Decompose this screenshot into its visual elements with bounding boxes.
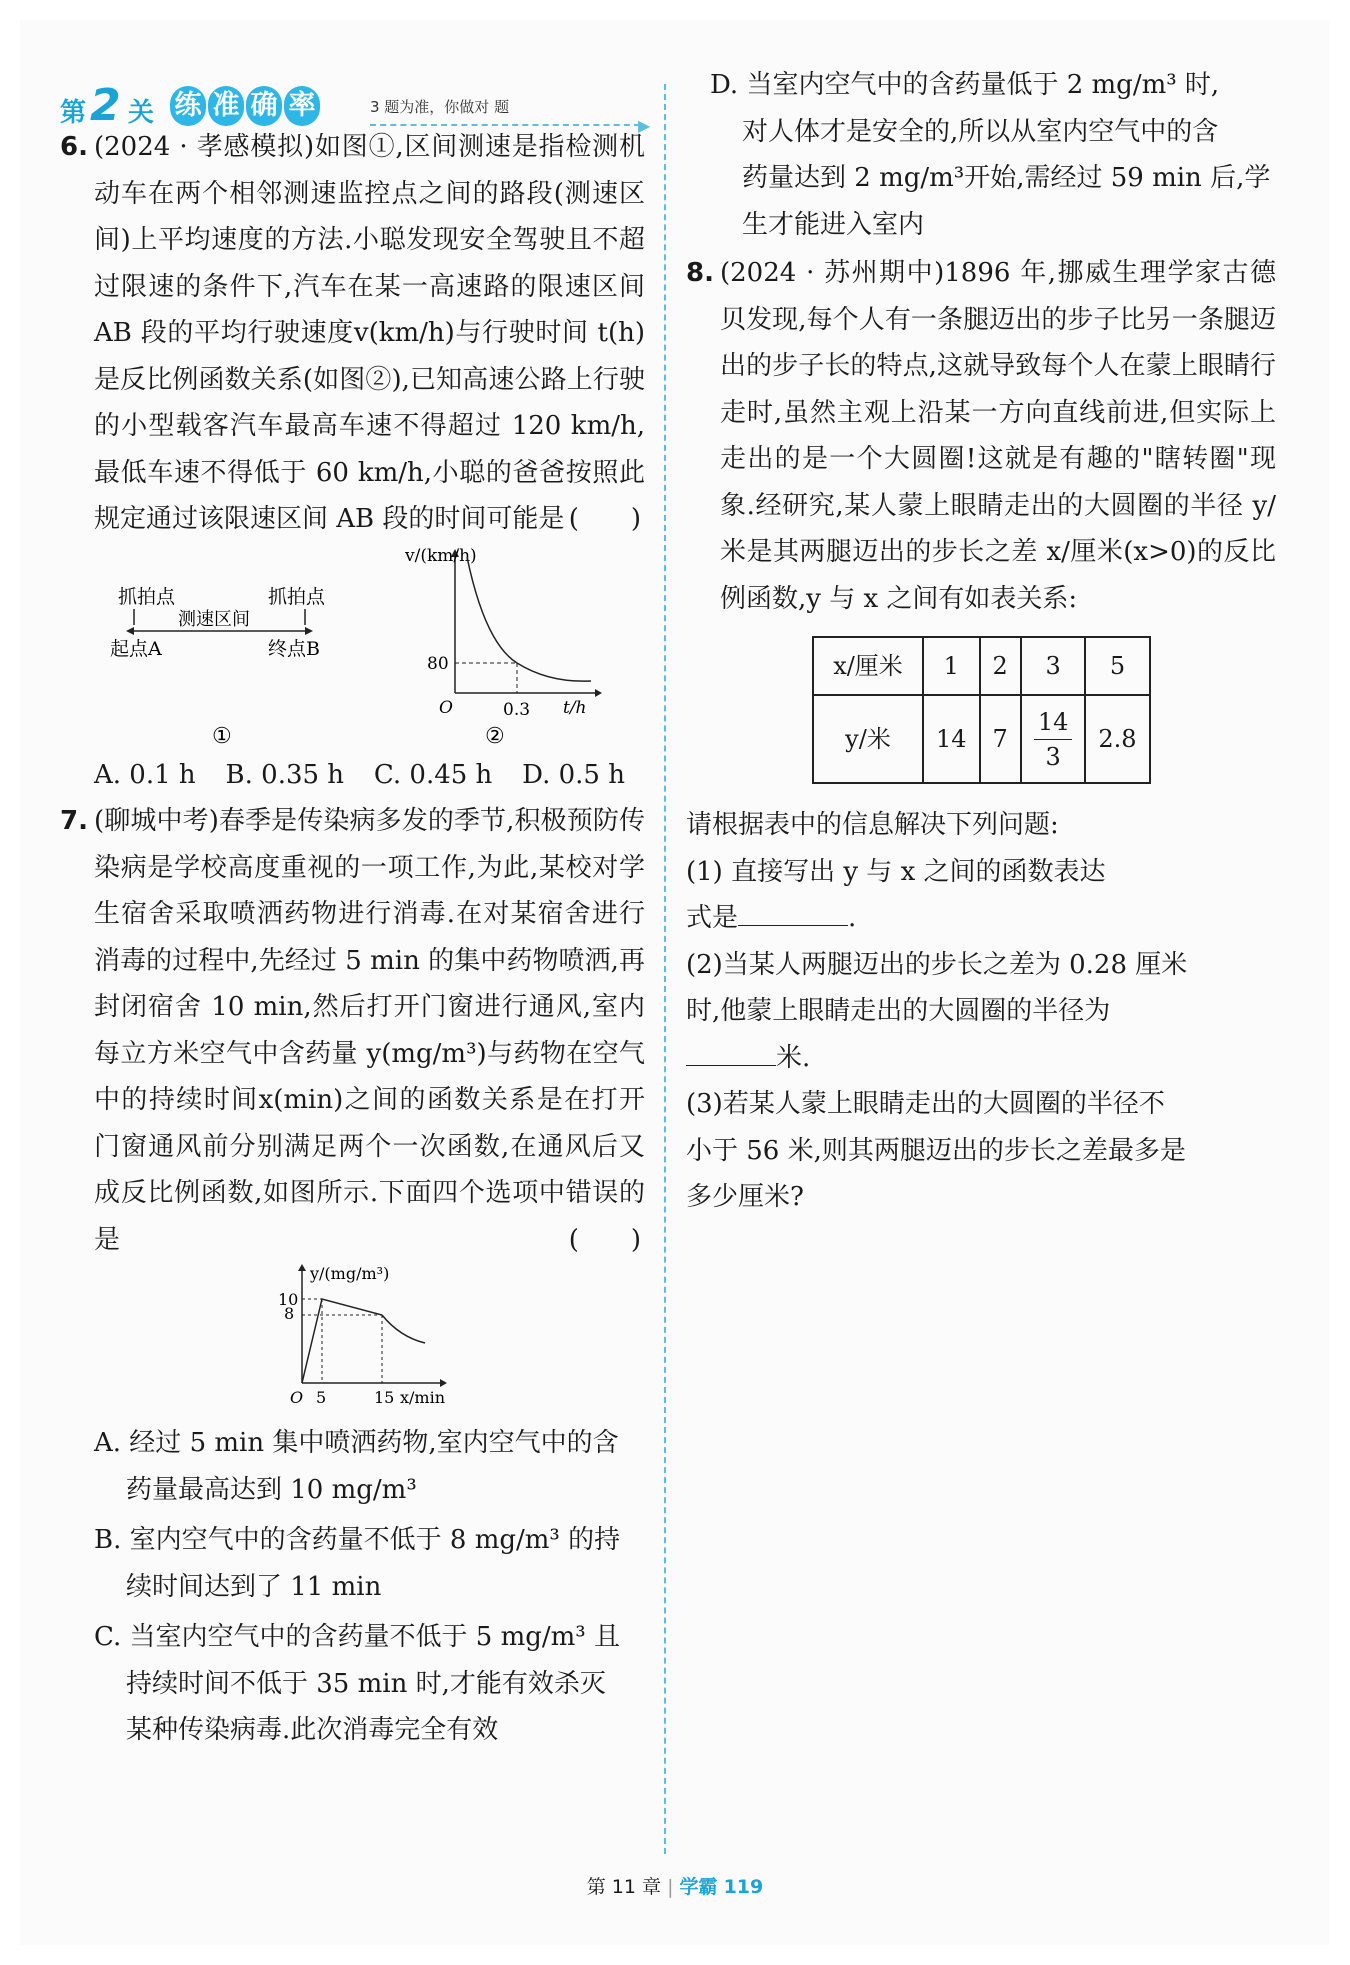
header-number: 2	[90, 80, 121, 131]
figure-y-x-graph	[270, 1263, 490, 1408]
fig3-ytick-8: 8	[284, 1304, 295, 1323]
footer-chapter: 第 11 章	[586, 1876, 662, 1898]
q7-figure-row	[60, 1263, 645, 1408]
table-row	[813, 695, 1150, 783]
table-cell: 5	[1085, 637, 1149, 695]
part-line: (1) 直接写出 y 与 x 之间的函数表达	[686, 856, 1106, 887]
q8-instruction: 请根据表中的信息解决下列问题:	[686, 810, 1059, 840]
option-line: B. 室内空气中的含药量不低于 8 mg/m³ 的持	[94, 1525, 621, 1555]
answer-blank[interactable]	[738, 899, 848, 926]
option-line: C. 当室内空气中的含药量不低于 5 mg/m³ 且	[94, 1622, 620, 1652]
q7-option-d	[686, 62, 1276, 248]
footer-page-number: 119	[723, 1876, 764, 1898]
part-line: 小于 56 米,则其两腿迈出的步长之差最多是	[686, 1135, 1186, 1166]
fig3-curve	[382, 1315, 425, 1343]
fig2-caption: ②	[485, 723, 505, 748]
answer-paren: ( )	[568, 504, 641, 534]
fig3-ylabel: y/(mg/m³)	[310, 1264, 390, 1283]
fig1-label-right-bottom: 终点B	[268, 637, 320, 660]
question-7	[60, 798, 645, 1754]
fig1-label-right-top: 抓拍点	[268, 585, 326, 608]
header-di: 第	[60, 98, 87, 128]
part-text: 米.	[776, 1042, 811, 1073]
figure-1-speed-zone	[90, 543, 340, 748]
question-number: 6.	[60, 132, 88, 162]
option-line: 药量达到 2 mg/m³开始,需经过 59 min 后,学	[742, 163, 1271, 193]
question-8	[686, 250, 1276, 1221]
page-footer	[0, 1872, 1350, 1899]
fig3-y-arrow-icon	[298, 1264, 306, 1271]
part-line: 时,他蒙上眼睛走出的大圆圈的半径为	[686, 996, 1111, 1026]
option-line: 生才能进入室内	[742, 209, 925, 240]
xy-table	[812, 636, 1151, 784]
question-text	[60, 798, 645, 1263]
fig3-ytick-10: 10	[278, 1290, 299, 1309]
table-header-x: x/厘米	[813, 637, 923, 695]
footer-separator: |	[667, 1876, 674, 1898]
part-line	[686, 1035, 1276, 1082]
question-text	[60, 124, 645, 543]
part-text: 式是	[686, 903, 739, 933]
question-6	[60, 124, 645, 798]
fraction	[1034, 705, 1073, 774]
table-cell: 1	[923, 637, 980, 695]
header-guan: 关	[128, 98, 155, 128]
part-line: (2)当某人两腿迈出的步长之差为 0.28 厘米	[686, 949, 1188, 980]
banner-char: 练	[170, 86, 206, 126]
part-line	[686, 895, 1276, 942]
q8-part-2	[686, 942, 1276, 1082]
q8-part-3	[686, 1081, 1276, 1221]
table-header-y: y/米	[813, 695, 923, 783]
fig1-arrow-left-icon	[126, 627, 134, 635]
fig1-caption: ①	[212, 723, 232, 748]
banner-char: 准	[208, 86, 244, 126]
table-cell: 3	[1021, 637, 1086, 695]
banner-char: 确	[246, 86, 282, 126]
table-cell: 2	[980, 637, 1021, 695]
footer-brand: 学霸	[679, 1876, 718, 1898]
q7-option-b	[60, 1517, 645, 1610]
fig2-ytick: 80	[427, 653, 449, 674]
fig2-origin: O	[439, 697, 453, 718]
fig1-label-left-top: 抓拍点	[118, 585, 176, 608]
table-cell-fraction	[1021, 695, 1086, 783]
question-body: (2024 · 孝感模拟)如图①,区间测速是指检测机动车在两个相邻测速监控点之间的路段(测速区间)上平均速度的方法.小聪发现安全驾驶且不超过限速的条件下,汽车在某一高速路的限速区间 AB 段的平均行驶速度v(km/h)与行驶时间 t(h)是反比例函数关系(如图②),已知高速公路上行驶的小型载客汽车最高车速不得超过 120 km/h,最低车速不得低于 60 km/h,小聪的爸爸按照此规定通过该限速区间 AB 段的时间可能是	[94, 132, 645, 534]
q7-option-a	[60, 1420, 645, 1513]
header-note: 3 题为准，你做对 题	[370, 98, 510, 116]
part-line: (3)若某人蒙上眼睛走出的大圆圈的半径不	[686, 1089, 1165, 1119]
fig3-x-arrow-icon	[440, 1379, 447, 1387]
question-body: (聊城中考)春季是传染病多发的季节,积极预防传染病是学校高度重视的一项工作,为此,某校对学生宿舍采取喷洒药物进行消毒.在对某宿舍进行消毒的过程中,先经过 5 min 的集中药物喷洒,再封闭宿舍 10 min,然后打开门窗进行通风,室内每立方米空气中含药量 y(mg/m³)与药物在空气中的持续时间x(min)之间的函数关系是在打开门窗通风前分别满足两个一次函数,在通风后又成反比例函数,如图所示.下面四个选项中错误的是	[94, 806, 645, 1255]
option-line: 对人体才是安全的,所以从室内空气中的含	[742, 116, 1219, 147]
question-number: 7.	[60, 806, 88, 836]
fraction-denominator: 3	[1045, 742, 1061, 771]
arrow-right-icon: ▶	[638, 116, 651, 135]
fig3-origin: O	[290, 1388, 304, 1407]
header-banner	[170, 86, 320, 126]
fig1-label-mid: 测速区间	[178, 608, 250, 630]
answer-blank[interactable]	[686, 1039, 776, 1066]
answer-paren: ( )	[568, 1224, 641, 1255]
fig2-ylabel: v/(km/h)	[405, 545, 477, 566]
part-line: 多少厘米?	[686, 1182, 804, 1212]
option-line: 持续时间不低于 35 min 时,才能有效杀灭	[126, 1668, 606, 1699]
fig2-xlabel: t/h	[563, 697, 587, 718]
fig1-arrow-right-icon	[305, 627, 313, 635]
figure-row	[60, 543, 645, 748]
fraction-numerator: 14	[1034, 705, 1073, 740]
banner-char: 率	[284, 86, 320, 126]
fig1-label-left-bottom: 起点A	[110, 637, 162, 660]
q8-part-1	[686, 849, 1276, 942]
fig2-x-arrow-icon	[595, 689, 602, 697]
option-line: 续时间达到了 11 min	[126, 1571, 382, 1602]
column-divider	[664, 84, 666, 1854]
question-number: 8.	[686, 258, 714, 288]
question-text: (2024 · 苏州期中)1896 年,挪威生理学家古德贝发现,每个人有一条腿迈出的步子比另一条腿迈出的步子长的特点,这就导致每个人在蒙上眼睛行走时,虽然主观上沿某一方向直线前进,但实际上走出的是一个大圆圈!这就是有趣的"瞎转圈"现象.经研究,某人蒙上眼睛走出的大圆圈的半径 y/米是其两腿迈出的步长之差 x/厘米(x>0)的反比例函数,y 与 x 之间有如表关系:	[720, 258, 1276, 614]
q7-option-c	[60, 1614, 645, 1754]
option-b: B. 0.35 h	[225, 759, 345, 790]
option-line: 某种传染病毒.此次消毒完全有效	[126, 1715, 499, 1745]
table-row	[813, 637, 1150, 695]
figure-2-v-t-graph	[405, 543, 605, 748]
table-cell: 14	[923, 695, 980, 783]
left-column	[60, 124, 645, 1754]
q6-options	[60, 752, 645, 799]
fig3-xtick-5: 5	[316, 1388, 327, 1407]
option-c: C. 0.45 h	[373, 759, 493, 790]
option-d: D. 0.5 h	[522, 759, 625, 790]
option-line: 药量最高达到 10 mg/m³	[126, 1474, 417, 1505]
fig3-xtick-15: 15	[374, 1388, 395, 1407]
table-cell: 2.8	[1085, 695, 1149, 783]
fig2-xtick: 0.3	[503, 699, 531, 720]
right-column	[686, 62, 1276, 1221]
option-line: A. 经过 5 min 集中喷洒药物,室内空气中的含	[94, 1428, 619, 1458]
table-cell: 7	[980, 695, 1021, 783]
fig3-xlabel: x/min	[400, 1388, 446, 1407]
option-a: A. 0.1 h	[94, 759, 196, 790]
fig3-linear-segments	[302, 1299, 382, 1383]
option-line: D. 当室内空气中的含药量低于 2 mg/m³ 时,	[710, 70, 1220, 100]
part-text: .	[848, 903, 857, 933]
